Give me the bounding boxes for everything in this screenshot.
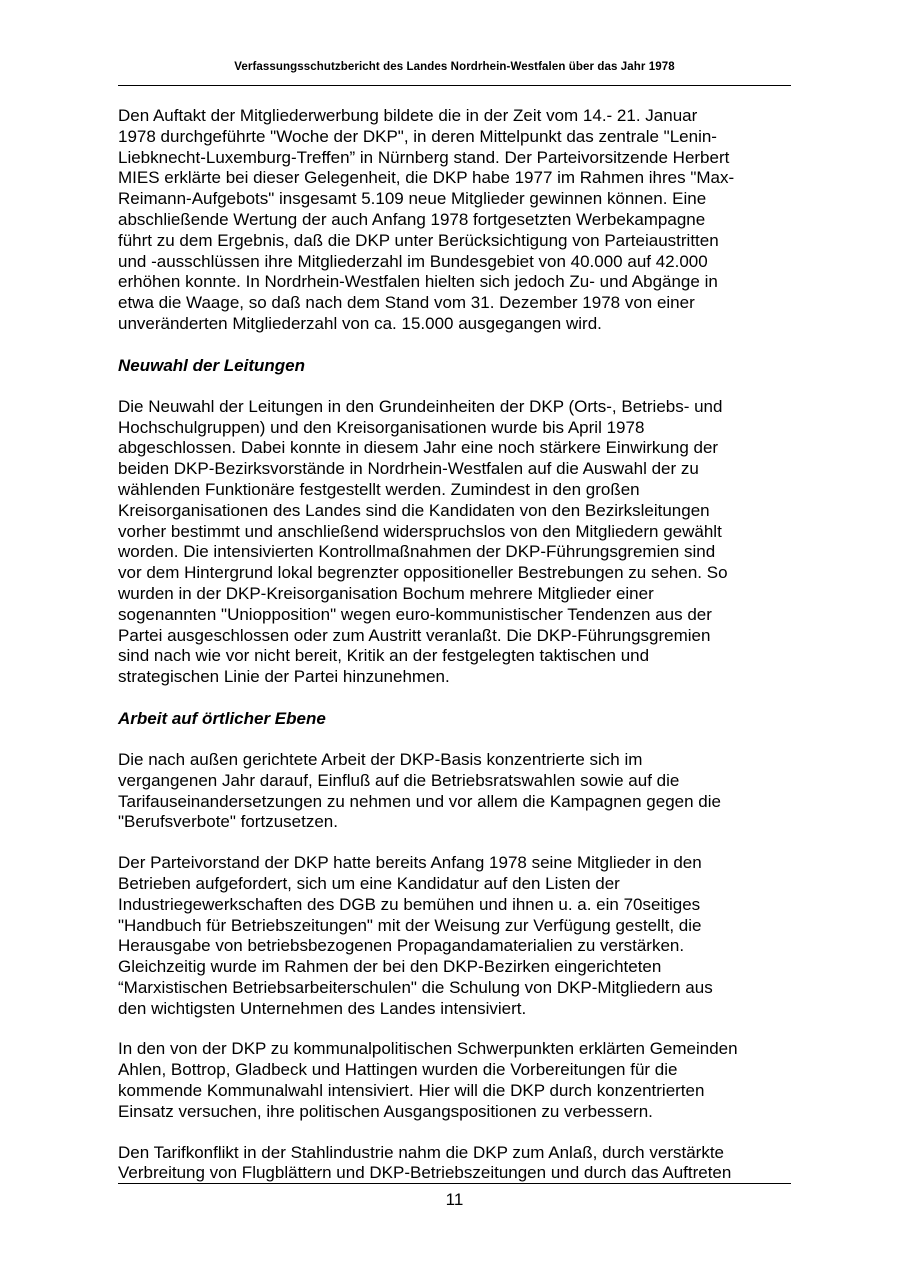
text-line: In den von der DKP zu kommunalpolitischen Schwerpunkten erklärten Gemeinden bbox=[118, 1039, 738, 1059]
text-line: Den Auftakt der Mitgliederwerbung bildete die in der Zeit vom 14.- 21. Januar bbox=[118, 106, 698, 125]
header-divider bbox=[118, 85, 791, 86]
text-line: Kreisorganisationen des Landes sind die Kandidaten von den Bezirksleitungen bbox=[118, 500, 710, 520]
paragraph-leadership-elections bbox=[118, 397, 798, 688]
text-line: Herausgabe von betriebsbezogenen Propagandamaterialien zu verstärken. bbox=[118, 936, 685, 956]
text-line: Die Neuwahl der Leitungen in den Grundeinheiten der DKP (Orts-, Betriebs- und bbox=[118, 396, 723, 416]
text-line: Liebknecht-Luxemburg-Treffen” in Nürnberg stand. Der Parteivorsitzende Herbert bbox=[118, 147, 730, 167]
text-line: vor dem Hintergrund lokal begrenzter oppositioneller Bestrebungen zu sehen. So bbox=[118, 563, 728, 583]
text-line: abgeschlossen. Dabei konnte in diesem Jahr eine noch stärkere Einwirkung der bbox=[118, 438, 719, 458]
paragraph-steel-dispute bbox=[118, 1143, 798, 1185]
text-line: Gleichzeitig wurde im Rahmen der bei den DKP-Bezirken eingerichteten bbox=[118, 957, 662, 977]
text-line: Den Tarifkonflikt in der Stahlindustrie nahm die DKP zum Anlaß, durch verstärkte bbox=[118, 1142, 724, 1162]
paragraph-works-council bbox=[118, 853, 798, 1019]
text-line: "Berufsverbote" fortzusetzen. bbox=[118, 812, 338, 832]
text-line: sind nach wie vor nicht bereit, Kritik an der festgelegten taktischen und bbox=[118, 646, 650, 666]
text-line: wurden in der DKP-Kreisorganisation Bochum mehrere Mitglieder einer bbox=[118, 583, 654, 603]
section-heading-local-work: Arbeit auf örtlicher Ebene bbox=[118, 708, 326, 728]
text-line: Einsatz versuchen, ihre politischen Ausgangspositionen zu verbessern. bbox=[118, 1101, 653, 1121]
text-line: Partei ausgeschlossen oder zum Austritt veranlaßt. Die DKP-Führungsgremien bbox=[118, 625, 711, 645]
text-line: strategischen Linie der Partei hinzunehmen. bbox=[118, 667, 450, 687]
paragraph-membership-recruitment bbox=[118, 106, 798, 335]
text-line: den wichtigsten Unternehmen des Landes intensiviert. bbox=[118, 998, 527, 1018]
text-line: Betrieben aufgefordert, sich um eine Kandidatur auf den Listen der bbox=[118, 873, 620, 893]
text-line: führt zu dem Ergebnis, daß die DKP unter Berücksichtigung von Parteiaustritten bbox=[118, 230, 719, 250]
paragraph-base-work bbox=[118, 750, 798, 833]
page-header-title: Verfassungsschutzbericht des Landes Nordrhein-Westfalen über das Jahr 1978 bbox=[234, 61, 675, 73]
section-heading-leadership-elections: Neuwahl der Leitungen bbox=[118, 355, 306, 375]
text-line: Der Parteivorstand der DKP hatte bereits Anfang 1978 seine Mitglieder in den bbox=[118, 853, 702, 873]
text-line: kommende Kommunalwahl intensiviert. Hier will die DKP durch konzentrierten bbox=[118, 1081, 705, 1101]
text-line: beiden DKP-Bezirksvorstände in Nordrhein-Westfalen auf die Auswahl der zu bbox=[118, 459, 699, 479]
footer-divider bbox=[118, 1183, 791, 1184]
text-line: Verbreitung von Flugblättern und DKP-Betriebszeitungen und durch das Auftreten bbox=[118, 1163, 732, 1183]
document-body bbox=[118, 106, 798, 1184]
text-line: Ahlen, Bottrop, Gladbeck und Hattingen wurden die Vorbereitungen für die bbox=[118, 1060, 678, 1080]
text-line: Industriegewerkschaften des DGB zu bemühen und ihnen u. a. ein 70seitiges bbox=[118, 894, 701, 914]
text-line: vergangenen Jahr darauf, Einfluß auf die Betriebsratswahlen sowie auf die bbox=[118, 770, 680, 790]
text-line: erhöhen konnte. In Nordrhein-Westfalen hielten sich jedoch Zu- und Abgänge in bbox=[118, 272, 718, 292]
text-line: worden. Die intensivierten Kontrollmaßnahmen der DKP-Führungsgremien sind bbox=[118, 542, 716, 562]
text-line: sogenannten "Uniopposition" wegen euro-kommunistischer Tendenzen aus der bbox=[118, 604, 712, 624]
text-line: wählenden Funktionäre festgestellt werden. Zumindest in den großen bbox=[118, 479, 640, 499]
text-line: und -ausschlüssen ihre Mitgliederzahl im Bundesgebiet von 40.000 auf 42.000 bbox=[118, 251, 708, 271]
text-line: Reimann-Aufgebots" insgesamt 5.109 neue Mitglieder gewinnen können. Eine bbox=[118, 189, 707, 209]
paragraph-municipal-elections bbox=[118, 1039, 798, 1122]
text-line: abschließende Wertung der auch Anfang 1978 fortgesetzten Werbekampagne bbox=[118, 209, 706, 229]
page-number: 11 bbox=[445, 1190, 464, 1209]
text-line: vorher bestimmt und anschließend widerspruchslos von den Mitgliedern gewählt bbox=[118, 521, 722, 541]
text-line: 1978 durchgeführte "Woche der DKP", in deren Mittelpunkt das zentrale "Lenin- bbox=[118, 126, 717, 146]
text-line: etwa die Waage, so daß nach dem Stand vom 31. Dezember 1978 von einer bbox=[118, 293, 695, 313]
text-line: Die nach außen gerichtete Arbeit der DKP-Basis konzentrierte sich im bbox=[118, 749, 643, 769]
text-line: "Handbuch für Betriebszeitungen" mit der Weisung zur Verfügung gestellt, die bbox=[118, 915, 702, 935]
text-line: Tarifauseinandersetzungen zu nehmen und vor allem die Kampagnen gegen die bbox=[118, 791, 721, 811]
text-line: MIES erklärte bei dieser Gelegenheit, die DKP habe 1977 im Rahmen ihres "Max- bbox=[118, 168, 735, 188]
text-line: Hochschulgruppen) und den Kreisorganisationen wurde bis April 1978 bbox=[118, 417, 645, 437]
text-line: “Marxistischen Betriebsarbeiterschulen" die Schulung von DKP-Mitgliedern aus bbox=[118, 977, 713, 997]
text-line: unveränderten Mitgliederzahl von ca. 15.000 ausgegangen wird. bbox=[118, 313, 602, 333]
